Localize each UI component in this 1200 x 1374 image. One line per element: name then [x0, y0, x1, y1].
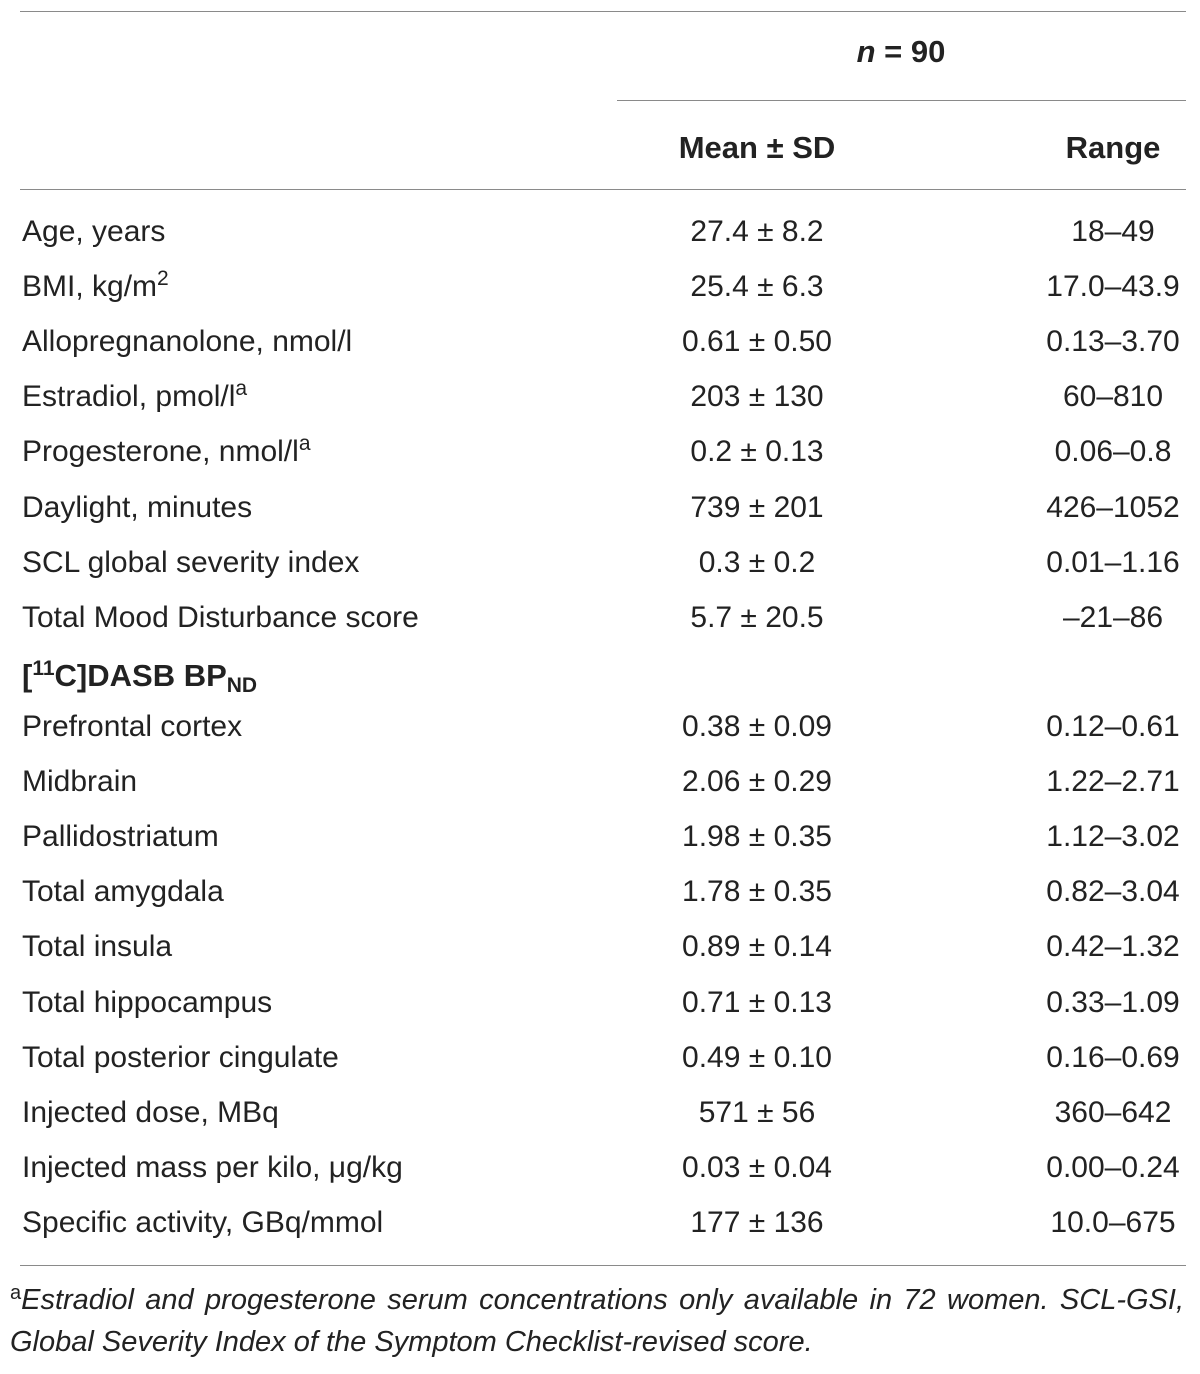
row-label [22, 985, 272, 1021]
footnote-marker: a [10, 1282, 22, 1304]
row-range: 18–49 [1071, 215, 1155, 248]
section-sub: ND [226, 674, 258, 697]
section-sup: 11 [32, 657, 55, 680]
row-label-text: Total hippocampus [22, 985, 273, 1019]
row-range: 0.12–0.61 [1046, 710, 1180, 743]
row-range: 10.0–675 [1050, 1205, 1176, 1239]
row-range: 0.13–3.70 [1046, 325, 1180, 359]
footnote [10, 1279, 1184, 1363]
row-label-text: BMI, kg/m [22, 270, 158, 304]
row-label [22, 1150, 403, 1186]
row-range: 426–1052 [1046, 490, 1180, 524]
n-value: = 90 [875, 34, 946, 69]
row-range: 0.01–1.16 [1046, 545, 1180, 579]
row-mean-sd: 2.06 ± 0.29 [682, 765, 832, 799]
row-label [22, 434, 311, 470]
row-label-superscript: a [235, 377, 248, 401]
row-mean-sd: 0.49 ± 0.10 [682, 1040, 832, 1074]
row-mean-sd: 0.71 ± 0.13 [682, 985, 832, 1019]
row-label-text: Total amygdala [22, 875, 224, 909]
top-rule [20, 11, 1186, 12]
row-mean-sd: 5.7 ± 20.5 [690, 600, 824, 634]
row-range: 1.22–2.71 [1046, 765, 1180, 799]
row-mean-sd: 1.98 ± 0.35 [682, 820, 832, 854]
row-range: 0.33–1.09 [1046, 985, 1180, 1019]
row-label-text: Progesterone, nmol/l [22, 435, 299, 469]
section-heading-dasb: [$^{11}$C]DASB $BP_{ND}$ [22, 657, 258, 697]
row-mean-sd: 0.38 ± 0.09 [682, 710, 832, 743]
row-range: 60–810 [1062, 380, 1164, 414]
row-mean-sd: 739 ± 201 [690, 490, 824, 524]
n-span-rule [617, 100, 1186, 101]
row-mean-sd: 0.3 ± 0.2 [698, 545, 816, 579]
row-range: 0.82–3.04 [1046, 875, 1180, 909]
col-header-range: Range [1065, 130, 1161, 165]
row-label-superscript: a [298, 432, 311, 456]
row-label [22, 1040, 339, 1076]
row-range: 17.0–43.9 [1046, 270, 1180, 304]
row-label [22, 545, 359, 581]
footnote-text: Estradiol and progesterone serum concentrations only available in 72 women. SCL-GSI, Global Severity Index of the Symptom Checklist-revised score. [10, 1284, 1184, 1358]
row-label-text: Estradiol, pmol/l [22, 380, 236, 414]
row-mean-sd: 177 ± 136 [690, 1205, 824, 1239]
row-label [22, 819, 219, 855]
row-range: 0.42–1.32 [1046, 930, 1180, 964]
row-label [22, 269, 169, 305]
row-label-text: SCL global severity index [22, 545, 360, 579]
row-range: 0.06–0.8 [1054, 435, 1172, 469]
row-label [22, 1205, 383, 1241]
row-label-text: Daylight, minutes [22, 490, 253, 524]
row-mean-sd: 0.2 ± 0.13 [690, 435, 824, 469]
row-mean-sd: 0.89 ± 0.14 [682, 930, 832, 964]
col-header-mean-sd: Mean ± SD [678, 130, 836, 165]
row-range: 1.12–3.02 [1046, 820, 1180, 854]
row-label-text: Prefrontal cortex [22, 710, 243, 743]
row-label-text: Midbrain [22, 765, 138, 799]
row-label-text: Total Mood Disturbance score [22, 600, 419, 634]
row-mean-sd: 27.4 ± 8.2 [690, 215, 824, 248]
row-label-text: Injected mass per kilo, μg/kg [22, 1150, 403, 1184]
row-label-text: Injected dose, MBq [22, 1095, 279, 1129]
row-label-text: Age, years [22, 215, 166, 248]
row-mean-sd: 25.4 ± 6.3 [690, 270, 824, 304]
row-label [22, 324, 352, 360]
row-label [22, 929, 172, 965]
row-label-text: Total insula [22, 930, 173, 964]
row-label-superscript: 2 [157, 267, 169, 291]
row-label [22, 600, 419, 636]
row-label-text: Total posterior cingulate [22, 1040, 339, 1074]
n-symbol: n [856, 34, 876, 69]
header-rule [20, 189, 1186, 190]
row-mean-sd: 1.78 ± 0.35 [682, 875, 832, 909]
row-range: –21–86 [1062, 600, 1164, 634]
row-label [22, 379, 247, 415]
row-label [22, 214, 165, 250]
row-label [22, 764, 137, 800]
row-mean-sd: 0.61 ± 0.50 [682, 325, 832, 359]
bottom-rule [20, 1265, 1186, 1266]
row-mean-sd: 571 ± 56 [698, 1095, 816, 1129]
row-label [22, 490, 252, 526]
row-label-text: Pallidostriatum [22, 820, 219, 854]
row-label [22, 1095, 279, 1131]
row-range: 360–642 [1054, 1095, 1172, 1129]
row-label [22, 709, 242, 745]
row-range: 0.16–0.69 [1046, 1040, 1180, 1074]
row-mean-sd: 0.03 ± 0.04 [682, 1150, 832, 1184]
row-label-text: Specific activity, GBq/mmol [22, 1205, 384, 1239]
row-label-text: Allopregnanolone, nmol/l [22, 325, 353, 359]
row-label [22, 874, 224, 910]
row-range: 0.00–0.24 [1046, 1150, 1180, 1184]
n-header [857, 34, 946, 70]
row-mean-sd: 203 ± 130 [690, 380, 824, 414]
